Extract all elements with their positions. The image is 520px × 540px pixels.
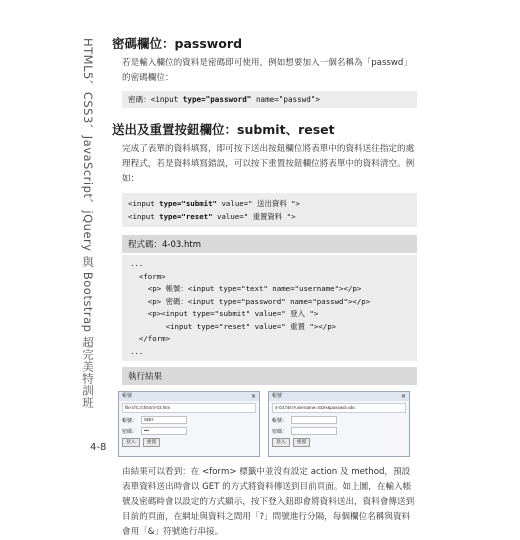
password-row <box>122 427 256 435</box>
closing-paragraph: 由結果可以看到：在 <form> 標籤中並沒有設定 action 及 method，預設表單資料送出時會以 GET 的方式將資料傳送到目前頁面。如上圖，在輸入帳號及密碼時會以設定的方式顯示，按下登入鈕即會將資料送出，資料會傳送到目前的頁面，在網址與資料之間用「?」問號進行分隔，每個欄位名稱與資料會用「&」符號進行串接。 <box>122 467 415 537</box>
listing-line: </form> <box>130 334 171 343</box>
password-heading: 密碼欄位：password <box>112 36 243 51</box>
button-row <box>122 438 256 447</box>
reset-button: 重置 <box>293 438 311 447</box>
result-screenshots <box>118 391 417 457</box>
browser-tab: 帳號 <box>269 392 409 401</box>
address-bar: file:///C:/ch04/4-03.htm <box>122 403 256 413</box>
code-keyword: type="password" <box>182 95 252 104</box>
code-line <box>128 210 411 223</box>
password-input: ••• <box>141 427 187 435</box>
password-paragraph: 若是輸入欄位的資料是密碼即可使用，例如想要加入一個名稱為「passwd」的密碼欄位： <box>122 58 412 83</box>
username-row <box>122 416 256 424</box>
code-text: <input <box>128 212 160 221</box>
password-input <box>291 427 337 435</box>
button-row <box>272 438 406 447</box>
book-title-vertical: HTML5、CSS3、JavaScript、jQuery 與 Bootstrap 超完美特訓班 <box>81 38 95 409</box>
password-code <box>122 91 417 108</box>
reset-button: 重置 <box>143 438 161 447</box>
browser-window-after <box>268 391 410 457</box>
listing-line: ... <box>130 259 144 268</box>
username-label: 帳號： <box>272 417 288 424</box>
password-row <box>272 427 406 435</box>
listing-line: <p><input type="submit" value=" 登入 "> <box>130 309 319 318</box>
listing-line: <p> 帳號：<input type="text" name="username"></p> <box>130 284 362 293</box>
close-icon: ✕ <box>250 394 256 400</box>
listing-code <box>122 255 417 361</box>
code-text: value=" 重置資料 "> <box>212 212 296 221</box>
username-row <box>272 416 406 424</box>
code-text: value=" 送出資料 "> <box>217 199 300 208</box>
code-keyword: type="submit" <box>159 199 218 208</box>
result-label: 執行結果 <box>122 367 417 385</box>
listing-line: ... <box>130 346 144 356</box>
login-button: 登入 <box>122 438 140 447</box>
listing-line: <p> 密碼：<input type="password" name="passwd"></p> <box>130 296 371 306</box>
browser-tab: 帳號 <box>119 392 259 401</box>
page-content <box>112 34 417 540</box>
submit-heading: 送出及重置按鈕欄位：submit、reset <box>112 122 335 137</box>
page-number: 4-8 <box>90 442 107 453</box>
username-input <box>291 416 337 424</box>
listing-line: <input type="reset" value=" 重置 "></p> <box>130 321 337 331</box>
code-text: <input <box>128 199 160 208</box>
code-line <box>128 197 411 210</box>
listing-label: 程式碼：4-03.htm <box>122 235 417 253</box>
login-button: 登入 <box>272 438 290 447</box>
submit-code <box>122 193 417 227</box>
code-keyword: type="reset" <box>159 212 213 221</box>
username-label: 帳號： <box>122 417 138 424</box>
submit-paragraph: 完成了表單的資料填寫，即可按下送出按鈕欄位將表單中的資料送往指定的處理程式，若是資料填寫錯誤，可以按下重置按鈕欄位將表單中的資料清空。例如： <box>122 144 415 184</box>
code-text: 密碼：<input <box>128 95 183 104</box>
browser-window-before <box>118 391 260 457</box>
code-text: name="passwd"> <box>251 95 320 104</box>
close-icon: ✕ <box>400 394 406 400</box>
address-bar: 4-03.htm?username=SDH&passwd=abc <box>272 403 406 413</box>
password-label: 密碼： <box>272 428 288 435</box>
password-label: 密碼： <box>122 428 138 435</box>
username-input: SDH <box>141 416 187 424</box>
listing-line: <form> <box>130 271 166 281</box>
